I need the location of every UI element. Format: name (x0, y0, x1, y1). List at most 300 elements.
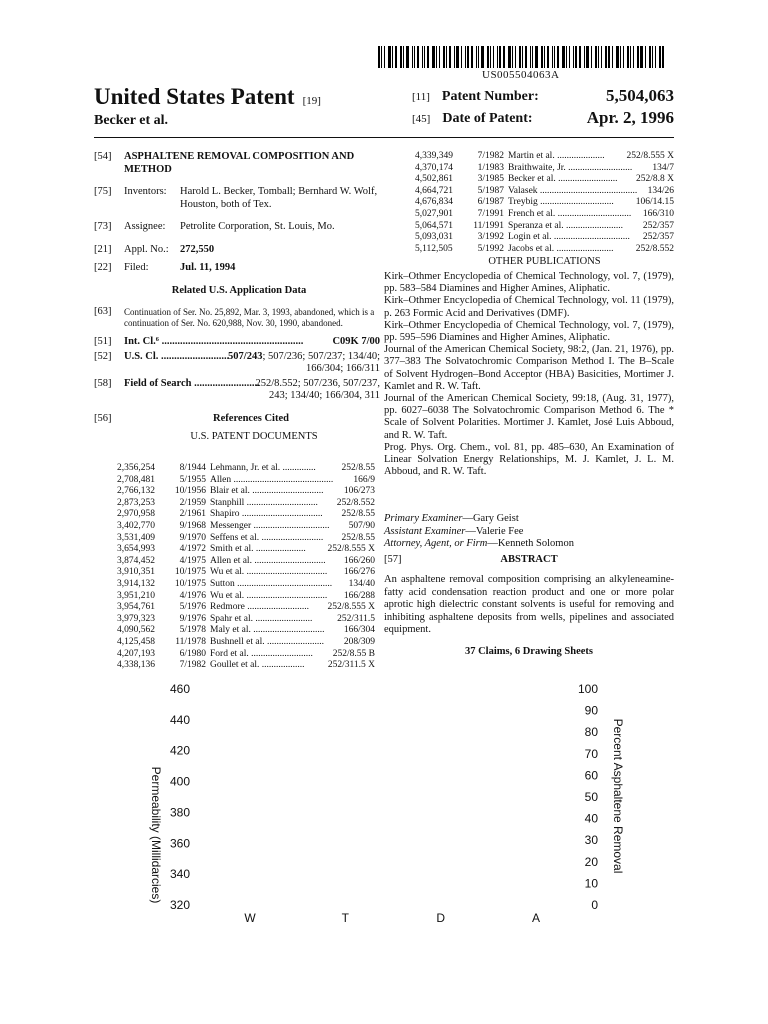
reference-no: 2,708,481 (117, 474, 155, 485)
barcode-bar (547, 46, 549, 68)
reference-name: Sutton ........................................ (210, 578, 333, 589)
reference-cls: 252/8.55 (341, 532, 375, 543)
barcode-bar (544, 46, 545, 68)
reference-date: 3/1985 (477, 174, 504, 185)
reference-date: 9/1976 (179, 613, 206, 624)
reference-name: Bushnell et al. ........................ (210, 636, 324, 647)
patent-title-text: United States Patent (94, 84, 295, 109)
reference-name: Braithwaite, Jr. ........................... (508, 162, 633, 173)
primary-examiner-name: —Gary Geist (462, 513, 519, 524)
reference-cls: 166/260 (343, 555, 375, 566)
reference-date: 3/1992 (477, 232, 504, 243)
title-tag: [19] (302, 95, 321, 107)
barcode-bar (378, 46, 380, 68)
barcode-bar (562, 46, 565, 68)
reference-cls: 134/40 (348, 578, 375, 589)
right-axis-label: Percent Asphaltene Removal (611, 718, 625, 874)
field-tag: [21] (94, 243, 112, 255)
barcode-bar (612, 46, 613, 68)
reference-date: 9/1970 (179, 532, 206, 543)
patent-reference-row (117, 637, 375, 649)
header-rule (94, 137, 674, 138)
barcode-bar (569, 46, 570, 68)
barcode-bar (512, 46, 513, 68)
reference-name: Messenger ................................ (210, 520, 330, 531)
uscl-value: ; 507/236; 507/237; 134/40; 166/304; 166/311 (262, 350, 380, 374)
reference-cls: 166/304 (343, 625, 375, 636)
reference-no: 3,951,210 (117, 590, 155, 601)
reference-date: 5/1976 (179, 602, 206, 613)
continuation-text: Continuation of Ser. No. 25,892, Mar. 3, 1993, abandoned, which is a continuation of Ser. No. 620,988, Nov. 30, 1990, abandoned. (124, 307, 375, 328)
patent-number-row (412, 89, 539, 105)
reference-no: 2,766,132 (117, 486, 155, 497)
barcode-bar (436, 46, 437, 68)
reference-name: Shapiro .................................. (210, 509, 323, 520)
barcode-bar (525, 46, 527, 68)
barcode-bar (554, 46, 555, 68)
barcode-bar (605, 46, 607, 68)
barcode-bar (476, 46, 477, 68)
reference-no: 2,356,254 (117, 463, 155, 473)
patent-reference-row (117, 521, 375, 533)
reference-cls: 208/309 (343, 636, 375, 647)
reference-cls: 252/8.555 X (327, 544, 375, 555)
reference-cls: 134/7 (652, 162, 674, 173)
patent-office-title (94, 84, 321, 110)
patent-reference-row (415, 163, 674, 175)
reference-no: 3,914,132 (117, 578, 155, 589)
attorney-label: Attorney, Agent, or Firm (384, 538, 488, 549)
search-label: Field of Search ......................... (124, 377, 260, 389)
field-tag: [51] (94, 336, 112, 347)
field-appl (94, 244, 384, 257)
filed-date: Jul. 11, 1994 (180, 262, 236, 273)
patent-reference-row (117, 567, 375, 579)
left-fields (94, 151, 384, 450)
appl-label: Appl. No.: (124, 243, 169, 255)
reference-no: 3,874,452 (117, 555, 155, 566)
barcode-bar (541, 46, 543, 68)
patent-reference-row (415, 221, 674, 233)
reference-cls: 166/310 (642, 208, 674, 219)
attorney-name: —Kenneth Solomon (487, 538, 574, 549)
abstract-tag: [57] (384, 554, 402, 565)
abstract-heading: ABSTRACT (500, 554, 558, 565)
barcode-bar (620, 46, 621, 68)
publication-entry: Kirk–Othmer Encyclopedia of Chemical Technology, vol. 11 (1979), p. 263 Formic Acid and Derivatives (DMF). (384, 295, 674, 319)
patent-reference-row (117, 614, 375, 626)
barcode-bar (515, 46, 516, 68)
patent-reference-row (117, 463, 375, 475)
right-tick-label: 60 (584, 768, 598, 783)
date-tag: [45] (412, 113, 431, 125)
barcode-bar (508, 46, 511, 68)
left-tick-label: 380 (169, 805, 190, 820)
reference-no: 4,339,349 (415, 151, 453, 161)
barcode (378, 46, 672, 68)
patent-reference-row (117, 486, 375, 498)
reference-date: 6/1980 (179, 648, 206, 659)
right-tick-label: 10 (584, 876, 598, 891)
reference-date: 5/1955 (179, 474, 206, 485)
intcl-value: C09K 7/00 (332, 336, 380, 347)
right-tick-label: 50 (584, 790, 598, 804)
left-tick-label: 420 (169, 743, 190, 758)
reference-name: Maly et al. .............................. (210, 625, 325, 636)
reference-date: 6/1987 (477, 197, 504, 208)
patent-reference-row (415, 197, 674, 209)
barcode-bar (623, 46, 624, 68)
patent-reference-row (415, 174, 674, 186)
reference-cls: 252/8.552 (635, 243, 674, 254)
patent-number: 5,504,063 (606, 86, 674, 105)
other-pubs-heading: OTHER PUBLICATIONS (488, 256, 601, 267)
reference-cls: 166/276 (343, 567, 375, 578)
reference-name: Login et al. ................................ (508, 232, 630, 243)
barcode-bar (461, 46, 462, 68)
other-publications (384, 271, 674, 478)
reference-cls: 166/288 (343, 590, 375, 601)
barcode-bar (395, 46, 397, 68)
barcode-bar (467, 46, 469, 68)
inventors-label: Inventors: (124, 186, 167, 197)
reference-date: 10/1956 (174, 486, 206, 497)
barcode-bar (432, 46, 435, 68)
barcode-bar (384, 46, 385, 68)
us-patent-list-right (415, 151, 674, 255)
field-tag: [54] (94, 151, 112, 162)
reference-date: 5/1978 (179, 625, 206, 636)
barcode-bar (456, 46, 459, 68)
reference-date: 11/1991 (473, 220, 504, 231)
barcode-bar (400, 46, 402, 68)
reference-date: 7/1991 (477, 208, 504, 219)
right-tick-label: 0 (591, 898, 598, 912)
reference-no: 5,093,031 (415, 232, 453, 243)
field-intcl (94, 336, 384, 349)
intcl-label: Int. Cl.⁶ ...................................................... (124, 336, 304, 347)
uscl-main: 507/243 (228, 350, 263, 362)
reference-date: 2/1961 (179, 509, 206, 520)
patent-number-label: Patent Number: (441, 89, 539, 104)
barcode-bar (662, 46, 664, 68)
barcode-bar (446, 46, 447, 68)
primary-examiner-label: Primary Examiner (384, 513, 463, 524)
reference-no: 4,125,458 (117, 636, 155, 647)
reference-name: Becker et al. ......................... (508, 174, 618, 185)
reference-no: 5,112,505 (415, 243, 453, 254)
barcode-bar (627, 46, 629, 68)
reference-cls: 252/8.555 X (327, 602, 375, 613)
reference-no: 3,979,323 (117, 613, 155, 624)
reference-no: 3,402,770 (117, 520, 155, 531)
reference-date: 9/1968 (179, 520, 206, 531)
patent-reference-row (117, 649, 375, 661)
reference-name: Seffens et al. .......................... (210, 532, 324, 543)
reference-name: Wu et al. .................................. (210, 567, 328, 578)
reference-no: 3,654,993 (117, 544, 155, 555)
field-filed (94, 262, 384, 275)
reference-no: 4,090,562 (117, 625, 155, 636)
barcode-bar (630, 46, 631, 68)
field-tag: [22] (94, 262, 112, 273)
reference-name: Speranza et al. ........................ (508, 220, 624, 231)
search-value: 252/8.552; 507/236, 507/237, 243; 134/40; 166/304, 311 (255, 377, 380, 401)
reference-name: Allen .......................................... (210, 474, 334, 485)
patent-reference-row (117, 509, 375, 521)
barcode-bar (601, 46, 602, 68)
category-label: T (341, 911, 350, 925)
field-search (94, 378, 384, 403)
reference-cls: 252/8.55 (341, 509, 375, 520)
reference-cls: 106/14.15 (635, 197, 674, 208)
assistant-examiner-name: —Valerie Fee (465, 525, 524, 537)
barcode-bar (637, 46, 639, 68)
claims-count: 37 Claims, 6 Drawing Sheets (464, 646, 594, 657)
barcode-bar (649, 46, 651, 68)
invention-title: ASPHALTENE REMOVAL COMPOSITION AND METHOD (124, 151, 355, 175)
patent-reference-row (117, 591, 375, 603)
reference-date: 7/1982 (179, 660, 206, 671)
reference-no: 5,027,901 (415, 208, 453, 219)
barcode-bar (465, 46, 466, 68)
barcode-bar (659, 46, 661, 68)
barcode-bar (530, 46, 531, 68)
barcode-bar (406, 46, 409, 68)
assistant-examiner (384, 526, 674, 539)
publication-entry: Journal of the American Chemical Society, 99:18, (Aug. 31, 1977), pp. 6027–6038 The Solvatochromic Comparison Method 6. The * Scale of Solvent Polarities. Mortimer J. Kamlet, José Luis Abboud, and R. W. Taft. (384, 393, 674, 441)
attorney (384, 538, 674, 551)
examiners (384, 513, 674, 551)
assistant-examiner-label: Assistant Examiner (384, 525, 466, 537)
left-axis-ticks (170, 682, 190, 912)
reference-cls: 507/90 (348, 520, 375, 531)
primary-examiner (384, 513, 674, 526)
barcode-bar (552, 46, 553, 68)
reference-date: 1/1983 (477, 162, 504, 173)
field-tag: [56] (94, 412, 112, 424)
reference-date: 4/1976 (179, 590, 206, 601)
abstract-text: An asphaltene removal composition comprising an alkyleneamine-fatty acid condensation reaction product and one or more polar aprotic high dielectric constant solvents is useful for removing and inhibiting asphaltene deposits from wells, pipelines and associated equipment. (384, 574, 674, 636)
patent-reference-row (415, 209, 674, 221)
field-tag: [75] (94, 186, 112, 197)
barcode-bar (449, 46, 451, 68)
barcode-bar (471, 46, 473, 68)
reference-date: 10/1975 (174, 578, 206, 589)
barcode-bar (490, 46, 491, 68)
right-axis-ticks (578, 682, 598, 912)
barcode-bar (424, 46, 425, 68)
field-tag: [52] (94, 350, 112, 362)
drawing-chart (0, 670, 768, 930)
left-tick-label: 340 (169, 867, 190, 882)
reference-name: French et al. ............................... (508, 208, 632, 219)
patent-reference-row (117, 556, 375, 568)
authors: Becker et al. (94, 113, 168, 128)
barcode-bar (478, 46, 479, 68)
publication-entry: Kirk–Othmer Encyclopedia of Chemical Technology, vol. 7, (1979), pp. 583–584 Diamines and Higher Amines, Aliphatic. (384, 271, 674, 295)
reference-cls: 252/8.55 B (332, 648, 375, 659)
reference-no: 4,502,861 (415, 174, 453, 185)
patent-reference-row (415, 186, 674, 198)
field-assignee (94, 221, 384, 234)
barcode-bar (575, 46, 577, 68)
barcode-bar (454, 46, 455, 68)
publication-number: US005504063A (482, 69, 560, 81)
left-tick-label: 360 (169, 836, 190, 851)
reference-no: 3,910,351 (117, 567, 155, 578)
date-row (412, 111, 533, 127)
barcode-bar (640, 46, 643, 68)
reference-cls: 106/273 (343, 486, 375, 497)
reference-no: 4,676,834 (415, 197, 453, 208)
reference-date: 4/1972 (179, 544, 206, 555)
field-continuation (94, 307, 384, 328)
us-patent-list-left (117, 463, 375, 672)
reference-date: 11/1978 (175, 636, 206, 647)
patent-reference-row (117, 498, 375, 510)
field-tag: [58] (94, 377, 112, 389)
barcode-bar (522, 46, 523, 68)
reference-date: 10/1975 (174, 567, 206, 578)
barcode-bar (422, 46, 423, 68)
field-title (94, 151, 384, 176)
patent-reference-row (117, 625, 375, 637)
reference-date: 8/1944 (179, 463, 206, 473)
barcode-bar (381, 46, 382, 68)
barcode-bar (598, 46, 599, 68)
reference-name: Stanphill .............................. (210, 497, 318, 508)
reference-no: 4,338,136 (117, 660, 155, 671)
barcode-bar (645, 46, 646, 68)
field-tag: [63] (94, 306, 112, 317)
barcode-bar (497, 46, 498, 68)
reference-cls: 252/357 (642, 220, 674, 231)
reference-date: 7/1982 (477, 151, 504, 161)
patent-reference-row (117, 602, 375, 614)
barcode-bar (535, 46, 538, 68)
left-tick-label: 440 (169, 712, 190, 727)
reference-name: Allen et al. .............................. (210, 555, 326, 566)
barcode-bar (388, 46, 391, 68)
patent-number-tag: [11] (412, 91, 430, 103)
barcode-bar (499, 46, 501, 68)
reference-name: Blair et al. .............................. (210, 486, 324, 497)
patent-reference-row (415, 244, 674, 256)
reference-cls: 252/8.8 X (636, 174, 674, 185)
right-tick-label: 100 (577, 682, 598, 696)
reference-name: Valasek ......................................... (508, 185, 638, 196)
reference-name: Wu et al. .................................. (210, 590, 328, 601)
field-tag: [73] (94, 221, 112, 232)
right-tick-label: 90 (584, 703, 598, 718)
right-tick-label: 30 (584, 833, 598, 848)
reference-no: 2,873,253 (117, 497, 155, 508)
reference-date: 4/1975 (179, 555, 206, 566)
patent-reference-row (117, 533, 375, 545)
us-docs-heading: U.S. PATENT DOCUMENTS (190, 431, 318, 442)
reference-name: Goullet et al. .................. (210, 660, 305, 671)
barcode-bar (573, 46, 574, 68)
category-label: D (436, 911, 446, 925)
barcode-bar (481, 46, 484, 68)
inventors: Harold L. Becker, Tomball; Bernhard W. Wolf, Houston, both of Tex. (180, 186, 378, 210)
field-refs (94, 413, 384, 426)
uscl-label: U.S. Cl. .......................... (124, 350, 230, 362)
barcode-bar (557, 46, 559, 68)
reference-no: 4,664,721 (415, 185, 453, 196)
barcode-bar (566, 46, 567, 68)
appl-number: 272,550 (180, 243, 215, 255)
related-heading: Related U.S. Application Data (171, 284, 307, 296)
reference-cls: 166/9 (353, 474, 375, 485)
barcode-bar (417, 46, 419, 68)
left-tick-label: 460 (169, 682, 190, 696)
right-tick-label: 70 (584, 746, 598, 761)
field-inventors (94, 186, 384, 211)
barcode-bar (616, 46, 619, 68)
barcode-bar (443, 46, 445, 68)
barcode-bar (579, 46, 581, 68)
assignee: Petrolite Corporation, St. Louis, Mo. (180, 221, 335, 232)
barcode-bar (427, 46, 429, 68)
category-label: A (531, 911, 541, 925)
barcode-bar (412, 46, 413, 68)
reference-name: Ford et al. .......................... (210, 648, 313, 659)
reference-cls: 134/26 (647, 185, 674, 196)
category-label: W (244, 911, 256, 925)
barcode-bar (503, 46, 505, 68)
reference-name: Smith et al. ..................... (210, 544, 306, 555)
reference-date: 2/1959 (179, 497, 206, 508)
reference-date: 5/1992 (477, 243, 504, 254)
barcode-bar (633, 46, 634, 68)
barcode-bar (652, 46, 653, 68)
patent-reference-row (117, 475, 375, 487)
publication-entry: Prog. Phys. Org. Chem., vol. 81, pp. 485–630, An Examination of Linear Solvation Energy Relationships, M. J. Kamlet, J. L. M. Abboud, and R. W. Taft. (384, 441, 674, 478)
barcode-bar (439, 46, 440, 68)
publication-entry: Journal of the American Chemical Society, 98:2, (Jan. 21, 1976), pp. 377–383 The Solvatochromic Comparison Method I. The B–Scale of Solvent Hydrogen–Bond Acceptor (HBA) Basicities, Mortimer J. Kamlet and R. W. Taft. (384, 344, 674, 392)
barcode-bar (532, 46, 533, 68)
reference-no: 2,970,958 (117, 509, 155, 520)
patent-reference-row (415, 151, 674, 163)
category-labels (244, 911, 540, 925)
reference-cls: 252/311.5 (337, 613, 375, 624)
barcode-bar (519, 46, 521, 68)
barcode-bar (655, 46, 656, 68)
reference-cls: 252/8.55 (341, 463, 375, 473)
field-uscl (94, 351, 384, 376)
reference-cls: 252/8.555 X (626, 151, 674, 161)
barcode-bar (586, 46, 589, 68)
right-tick-label: 20 (584, 854, 598, 869)
left-axis-label: Permeability (Millidarcies) (149, 766, 163, 904)
barcode-bar (595, 46, 597, 68)
barcode-bar (608, 46, 610, 68)
assignee-label: Assignee: (124, 221, 166, 232)
abstract-header (384, 554, 674, 567)
reference-name: Jacobs et al. ........................ (508, 243, 614, 254)
reference-name: Martin et al. .................... (508, 151, 605, 161)
barcode-bar (403, 46, 404, 68)
reference-no: 4,370,174 (415, 162, 453, 173)
publication-entry: Kirk–Othmer Encyclopedia of Chemical Technology, vol. 7, (1979), pp. 595–596 Diamines and Higher Amines, Aliphatic. (384, 319, 674, 344)
patent-date: Apr. 2, 1996 (586, 108, 674, 127)
patent-reference-row (117, 579, 375, 591)
reference-name: Lehmann, Jr. et al. .............. (210, 463, 316, 473)
patent-reference-row (117, 544, 375, 556)
reference-no: 5,064,571 (415, 220, 453, 231)
